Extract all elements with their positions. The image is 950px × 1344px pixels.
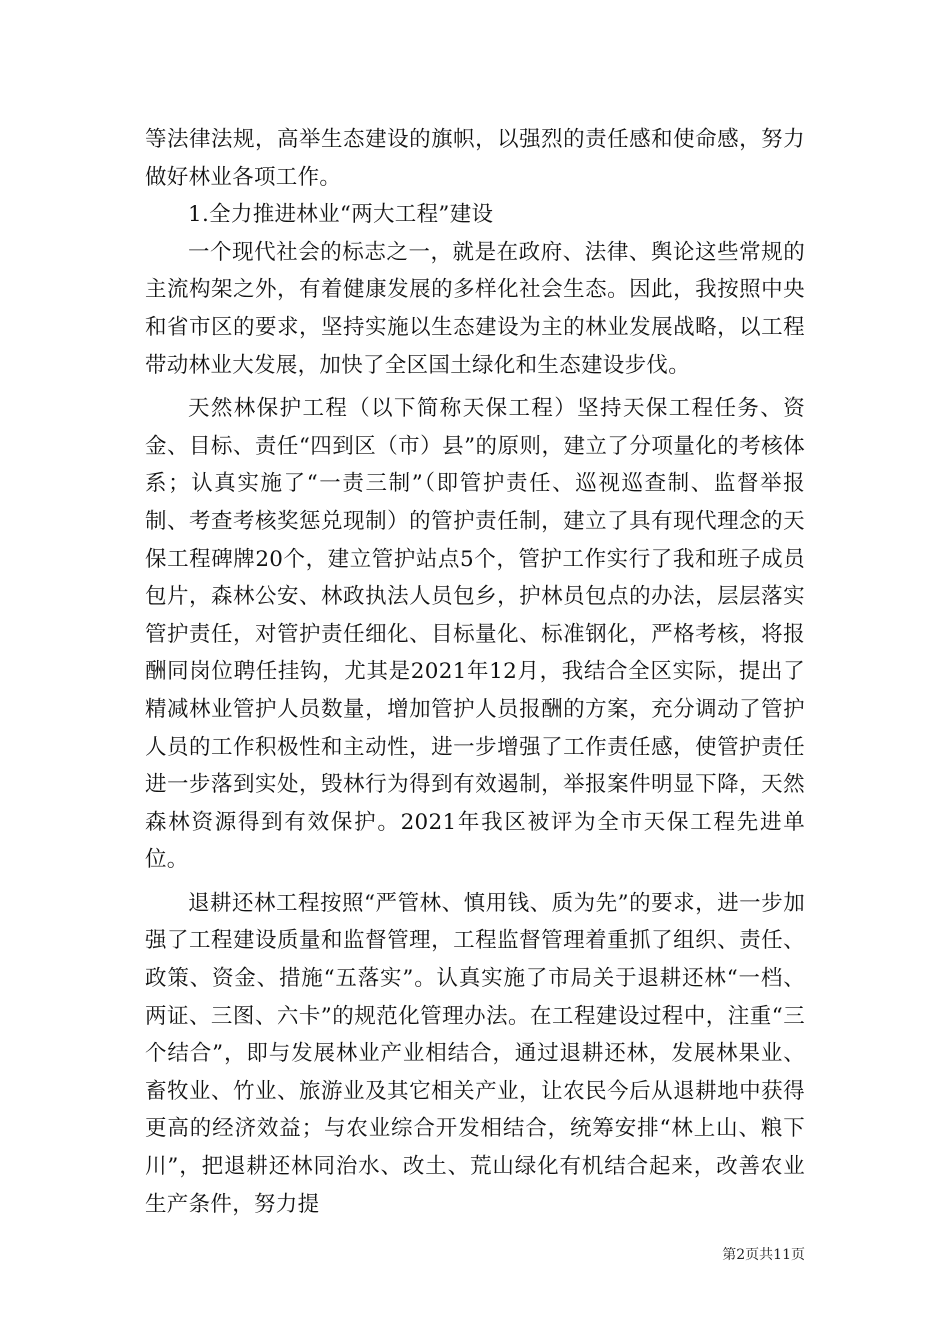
paragraph-reforestation: 退耕还林工程按照“严管林、慎用钱、质为先”的要求，进一步加强了工程建设质量和监督管理，工程监督管理着重抓了组织、责任、政策、资金、措施“五落实”。认真实施了市局关于退耕还林“一档、两证、三图、六卡”的规范化管理办法。在工程建设过程中，注重“三个结合”，即与发展林业产业相结合，通过退耕还林，发展林果业、畜牧业、竹业、旅游业及其它相关产业，让农民今后从退耕地中获得更高的经济效益；与农业综合开发相结合，统筹安排“林上山、粮下川”，把退耕还林同治水、改土、荒山绿化有机结合起来，改善农业生产条件，努力提 [145, 890, 805, 1217]
paragraph-natural-forest: 天然林保护工程（以下简称天保工程）坚持天保工程任务、资金、目标、责任“四到区（市）县”的原则，建立了分项量化的考核体系；认真实施了“一责三制”（即管护责任、巡视巡查制、监督举报制、考查考核奖惩兑现制）的管护责任制，建立了具有现代理念的天保工程碑牌20个，建立管护站点5个，管护工作实行了我和班子成员包片，森林公安、林政执法人员包乡，护林员包点的办法，层层落实管护责任，对管护责任细化、目标量化、标准钢化，严格考核，将报酬同岗位聘任挂钩，尤其是2021年12月，我结合全区实际，提出了精减林业管护人员数量，增加管护人员报酬的方案，充分调动了管护人员的工作积极性和主动性，进一步增强了工作责任感，使管护责任进一步落到实处，毁林行为得到有效遏制，举报案件明显下降，天然森林资源得到有效保护。2021年我区被评为全市天保工程先进单位。 [145, 396, 805, 873]
document-body [145, 121, 805, 1223]
paragraph-intro: 一个现代社会的标志之一，就是在政府、法律、舆论这些常规的主流构架之外，有着健康发展的多样化社会生态。因此，我按照中央和省市区的要求，坚持实施以生态建设为主的林业发展战略，以工程带动林业大发展，加快了全区国土绿化和生态建设步伐。 [145, 239, 805, 378]
paragraph-continuation: 等法律法规，高举生态建设的旗帜，以强烈的责任感和使命感，努力做好林业各项工作。 [145, 127, 805, 190]
page-number-footer: 第2页共11页 [722, 1247, 805, 1263]
section-heading: 1.全力推进林业“两大工程”建设 [188, 202, 494, 228]
